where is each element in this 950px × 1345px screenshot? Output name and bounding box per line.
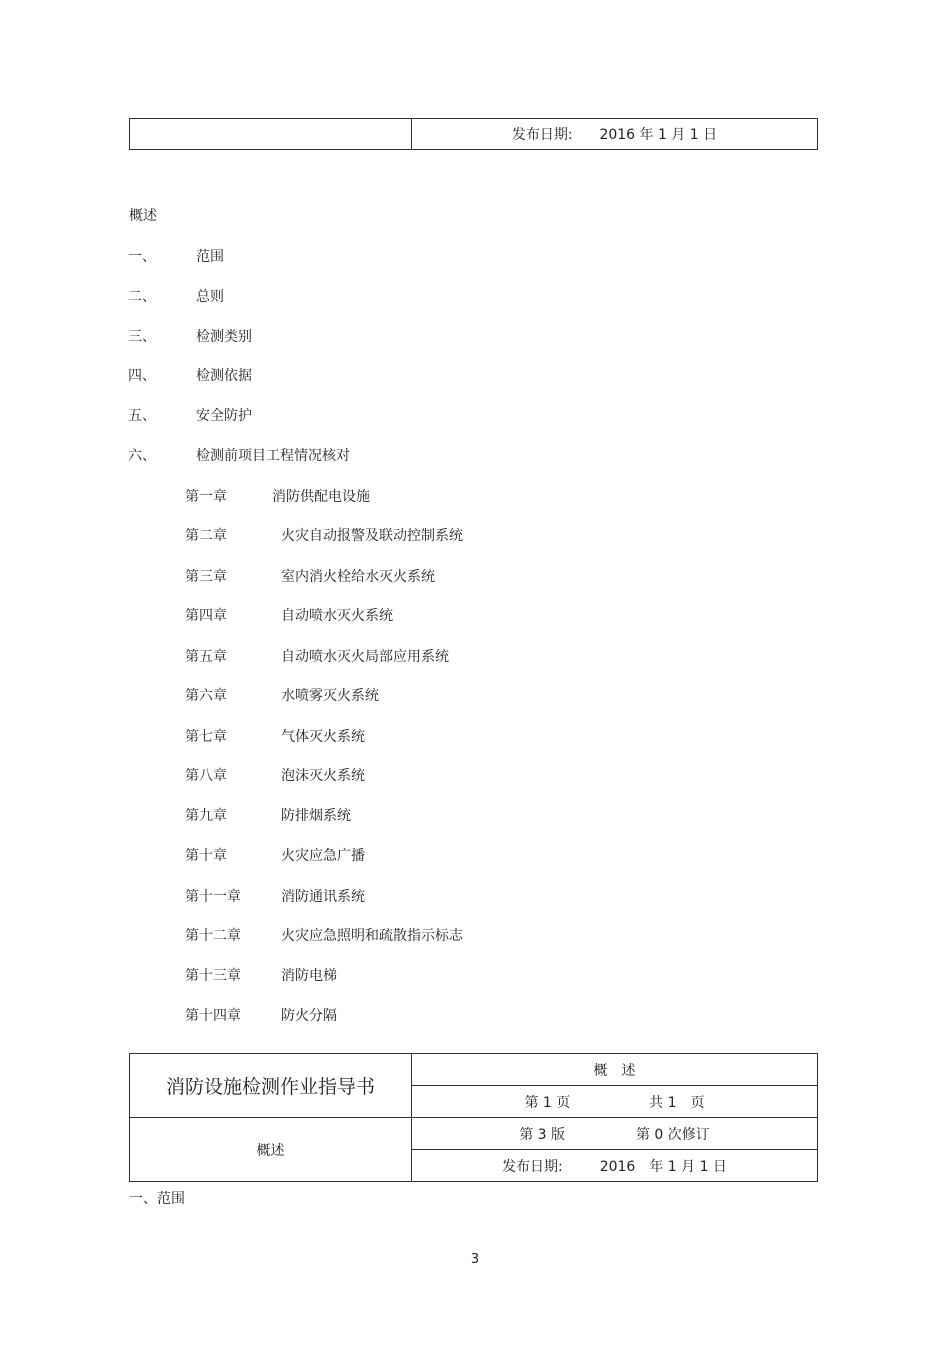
chapter-title: 防排烟系统 [281, 808, 351, 824]
chapter-num: 第一章 [185, 489, 227, 505]
chapter-title: 火灾应急照明和疏散指示标志 [281, 928, 463, 944]
version-cell [412, 1118, 818, 1150]
section-title: 范围 [196, 249, 224, 265]
release-label: 发布日期: [502, 1158, 563, 1175]
section-title: 总则 [196, 289, 224, 305]
chapter-title: 自动喷水灭火局部应用系统 [281, 649, 449, 665]
page-info-cell [412, 1086, 818, 1118]
section-title: 安全防护 [196, 408, 252, 424]
page-label: 第 1 页 [524, 1094, 571, 1111]
chapter-num: 第七章 [185, 729, 227, 745]
section-num: 六、 [128, 448, 156, 464]
document-header-table [129, 1053, 818, 1182]
doc-title: 消防设施检测作业指导书 [165, 1076, 375, 1098]
chapter-num: 第六章 [185, 688, 227, 704]
section-num: 二、 [128, 289, 156, 305]
doc-title-cell [130, 1054, 412, 1118]
section-num: 四、 [128, 368, 156, 384]
chapter-num: 第四章 [185, 608, 227, 624]
next-section-heading: 一、范围 [129, 1191, 185, 1207]
chapter-num: 第三章 [185, 569, 227, 585]
chapter-title: 室内消火栓给水灭火系统 [281, 569, 435, 585]
chapter-num: 第五章 [185, 649, 227, 665]
chapter-title: 消防通讯系统 [281, 889, 365, 905]
chapter-num: 第十一章 [185, 889, 241, 905]
section-num: 一、 [128, 249, 156, 265]
chapter-title: 气体灭火系统 [281, 729, 365, 745]
chapter-title: 消防电梯 [281, 968, 337, 984]
chapter-num: 第二章 [185, 528, 227, 544]
version-label: 第 3 版 [519, 1126, 566, 1143]
chapter-num: 第十三章 [185, 968, 241, 984]
section-num: 五、 [128, 408, 156, 424]
chapter-num: 第十二章 [185, 928, 241, 944]
section-title: 检测前项目工程情况核对 [196, 448, 350, 464]
chapter-num: 第九章 [185, 808, 227, 824]
chapter-title: 火灾应急广播 [281, 848, 365, 864]
release-cell [412, 1150, 818, 1182]
section-title: 检测依据 [196, 368, 252, 384]
chapter-title: 火灾自动报警及联动控制系统 [281, 528, 463, 544]
total-label: 共 1 页 [649, 1094, 705, 1111]
overview-label: 概述 [256, 1142, 285, 1159]
chapter-title: 泡沫灭火系统 [281, 768, 365, 784]
chapter-num: 第八章 [185, 768, 227, 784]
release-label: 发布日期: [511, 127, 573, 143]
revision-label: 第 0 次修订 [635, 1126, 710, 1143]
overview-heading: 概述 [129, 208, 157, 224]
release-date: 2016 年 1 月 1 日 [599, 1158, 727, 1175]
top-header-left-cell [130, 119, 412, 150]
section-name-cell [412, 1054, 818, 1086]
page-number: 3 [470, 1252, 480, 1267]
release-date: 2016 年 1 月 1 日 [599, 127, 718, 143]
chapter-title: 水喷雾灭火系统 [281, 688, 379, 704]
top-header-table [129, 118, 818, 150]
overview-cell [130, 1118, 412, 1182]
chapter-title: 自动喷水灭火系统 [281, 608, 393, 624]
chapter-title: 防火分隔 [281, 1008, 337, 1024]
section-num: 三、 [128, 329, 156, 345]
chapter-num: 第十四章 [185, 1008, 241, 1024]
section-name: 概 述 [593, 1062, 636, 1079]
chapter-num: 第十章 [185, 848, 227, 864]
section-title: 检测类别 [196, 329, 252, 345]
chapter-title: 消防供配电设施 [272, 489, 370, 505]
top-header-release-cell [412, 119, 818, 150]
